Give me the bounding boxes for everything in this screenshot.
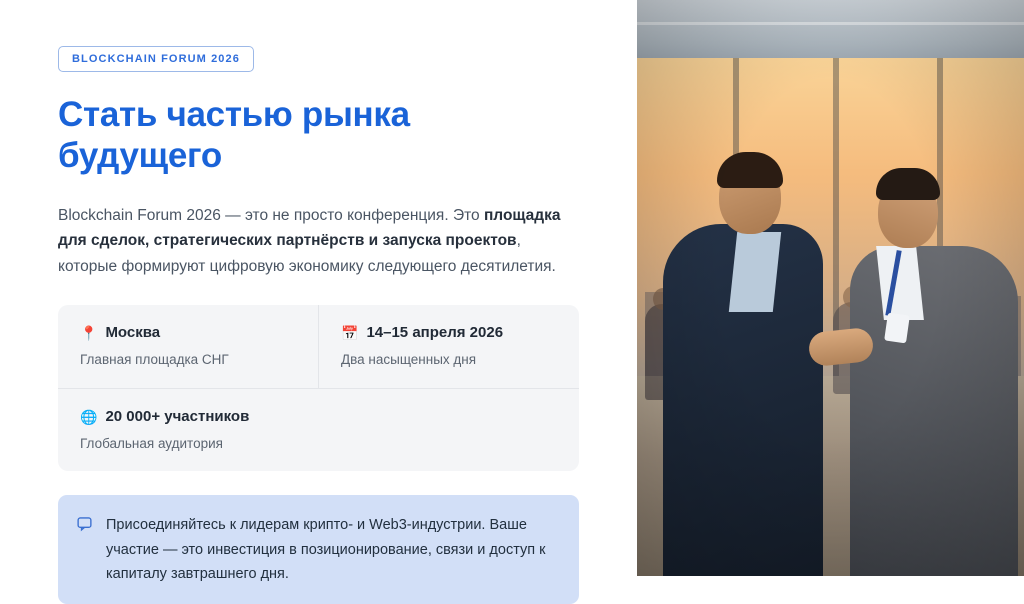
facts-card bbox=[58, 305, 579, 471]
fact-attendees-title: 20 000+ участников bbox=[105, 407, 250, 425]
fact-dates bbox=[319, 305, 579, 388]
lead-paragraph bbox=[58, 203, 574, 280]
message-icon bbox=[76, 515, 93, 537]
fact-dates-subtitle: Два насыщенных дня bbox=[341, 352, 477, 368]
fact-dates-title: 14–15 апреля 2026 bbox=[366, 324, 504, 342]
page-title: Стать частью рынка будущего bbox=[58, 95, 410, 176]
event-badge: BLOCKCHAIN FORUM 2026 bbox=[58, 46, 254, 72]
callout-box bbox=[58, 495, 579, 604]
fact-location-subtitle: Главная площадка СНГ bbox=[80, 352, 229, 368]
fact-location-head bbox=[80, 324, 296, 342]
location-pin-icon: 📍 bbox=[80, 325, 98, 342]
fact-dates-head bbox=[341, 324, 557, 342]
photo-canvas bbox=[637, 0, 1024, 576]
fact-attendees-head bbox=[80, 408, 557, 426]
lead-part-1: Blockchain Forum 2026 — это не просто конференция. Это bbox=[58, 206, 484, 224]
photo-vignette bbox=[637, 0, 1024, 576]
calendar-icon: 📅 bbox=[341, 325, 359, 342]
lead-part-2: , которые формируют цифровую экономику следующего десятилетия. bbox=[58, 232, 556, 275]
fact-attendees-subtitle: Глобальная аудитория bbox=[80, 435, 223, 451]
callout-text: Присоединяйтесь к лидерам крипто- и Web3-индустрии. Ваше участие — это инвестиция в позиционирование, связи и доступ к капиталу завтрашнего дня. bbox=[106, 517, 546, 583]
hero-image bbox=[637, 0, 1024, 576]
lead-strong: площадка для сделок, стратегических партнёрств и запуска проектов bbox=[58, 206, 561, 250]
globe-icon: 🌐 bbox=[80, 408, 98, 425]
fact-location bbox=[58, 305, 319, 388]
fact-attendees bbox=[58, 389, 579, 472]
fact-location-title: Москва bbox=[105, 324, 161, 342]
facts-row-top bbox=[58, 305, 579, 389]
facts-row-bottom bbox=[58, 389, 579, 472]
